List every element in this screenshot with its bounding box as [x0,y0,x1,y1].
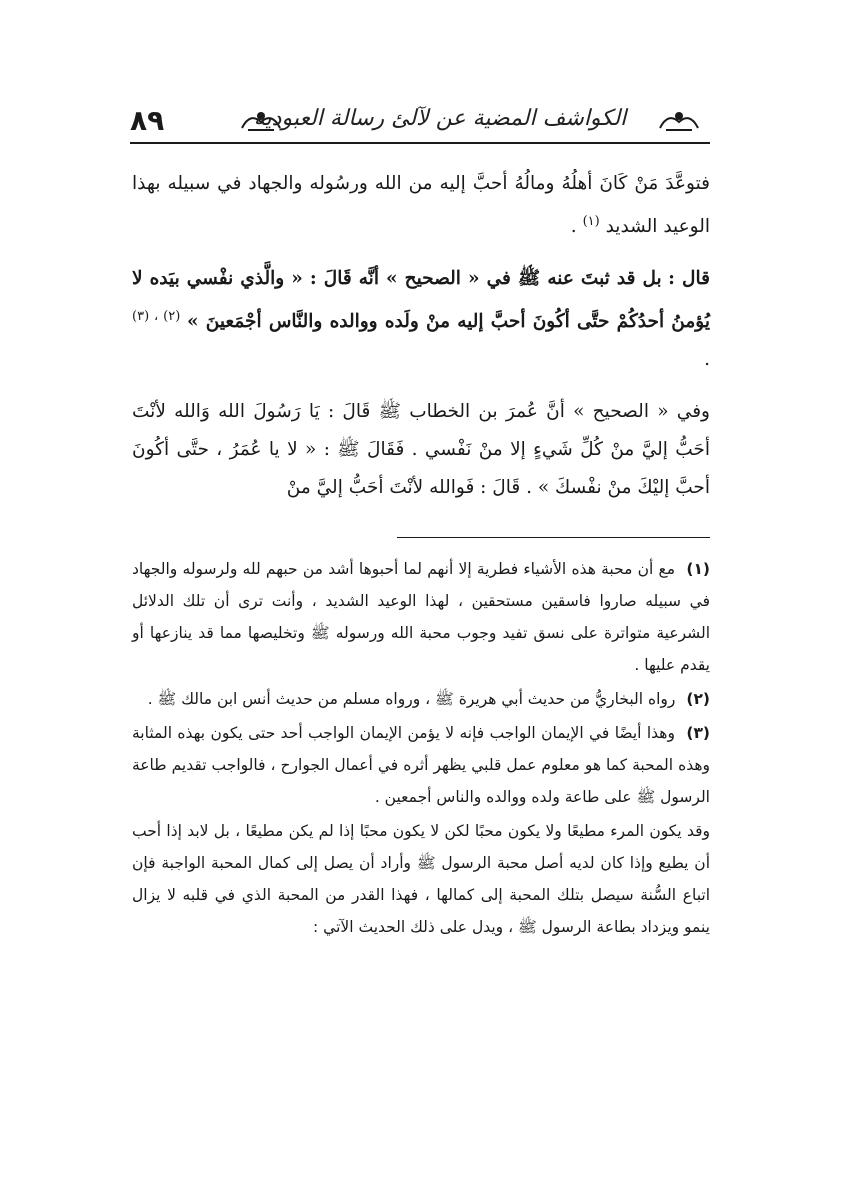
footnote-text: مع أن محبة هذه الأشياء فطرية إلا أنهم لما أحبوها أشد من حبهم لله ولرسوله والجهاد في سبيله صاروا فاسقين مستحقين ، لهذا الوعيد الشديد ، وأنت ترى أن تلك الدلائل الشرعية متواترة على نسق تفيد وجوب محبة الله ورسوله ﷺ وتخليصها مما قد ينازعها أو يقدم عليها . [132,560,710,674]
page-number: ٨٩ [130,104,165,137]
footnote-separator [397,537,710,538]
footnote-number: (١) [686,560,710,578]
footnote-2 [132,683,710,715]
paragraph-2: قال : بل قد ثبتَ عنه ﷺ في « الصحيح » أنَّه قَالَ : « والَّذي نفْسي بيَده لا يُؤمنُ أحدُكُمْ حتَّى أكُونَ أحبَّ إليه منْ ولَده ووالده والنَّاس أجْمَعينَ » $^{(٢) ، (٣)}$ . [132,268,710,371]
footnotes [132,553,710,943]
footnote-text: رواه البخاريُّ من حديث أبي هريرة ﷺ ، ورواه مسلم من حديث أنس ابن مالك ﷺ . [147,690,676,708]
paragraph-1-text: فتوعَّدَ مَنْ كَانَ أهلُهُ ومالُهُ أحبَّ إليه من الله ورسُوله والجهاد في سبيله بهذا الوعيد الشديد [132,173,710,238]
paragraph-1: فتوعَّدَ مَنْ كَانَ أهلُهُ ومالُهُ أحبَّ إليه من الله ورسُوله والجهاد في سبيله بهذا الوعيد الشديد $^{(١)}$ . [132,173,710,238]
header-rule [130,142,710,144]
footnote-refs-2-3: (٢) ، (٣) [132,309,181,325]
footnote-number: (٢) [686,690,710,708]
main-text [132,165,710,521]
footnote-3-continuation: وقد يكون المرء مطيعًا ولا يكون محبًا لكن لا يكون محبًا إذا لم يكن مطيعًا ، بل لابد إذا أحب أن يطيع وإذا كان لديه أصل محبة الرسول ﷺ وأراد أن يصل إلى كمال المحبة الواجبة فإن اتباع السُّنة سيصل بتلك المحبة إلى كمالها ، فهذا القدر من المحبة الذي في قلبه لا يزال ينمو ويزداد بطاعة الرسول ﷺ ، ويدل على ذلك الحديث الآتي : [132,822,710,936]
footnote-number: (٣) [686,724,710,742]
running-title: الكواشف المضية عن لآلئ رسالة العبودية [253,106,627,131]
footnote-ref-1: (١) [582,214,600,229]
footnote-3 [132,717,710,813]
paragraph-3-text: وفي « الصحيح » أنَّ عُمرَ بن الخطاب ﷺ قَالَ : يَا رَسُولَ الله وَالله لأنْتَ أحَبُّ إليَّ منْ كُلِّ شَيءٍ إلا منْ نَفْسي . فَقَالَ ﷺ : « لا يا عُمَرُ ، حتَّى أكُونَ أحبَّ إليْكَ منْ نفْسكَ » . قَالَ : فَوالله لأنْتَ أحَبُّ إليَّ منْ [132,401,710,499]
ornament-right-icon [656,108,702,134]
footnote-text: وهذا أيضًا في الإيمان الواجب فإنه لا يؤمن الإيمان الواجب أحد حتى يكون بهذه المثابة وهذه المحبة كما هو معلوم عمل قلبي يظهر أثره في أعمال الجوارح ، فالواجب تقديم طاعة الرسول ﷺ على طاعة ولده ووالده والناس أجمعين . [132,724,710,806]
paragraph-2-label: قال : [668,268,710,290]
page-header [130,100,710,150]
paragraph-3 [132,393,710,507]
paragraph-2-text: بل قد ثبتَ عنه ﷺ في « الصحيح » أنَّه قَالَ : « والَّذي نفْسي بيَده لا يُؤمنُ أحدُكُمْ حتَّى أكُونَ أحبَّ إليه منْ ولَده ووالده والنَّاس أجْمَعينَ » [132,268,710,333]
footnote-1 [132,553,710,681]
